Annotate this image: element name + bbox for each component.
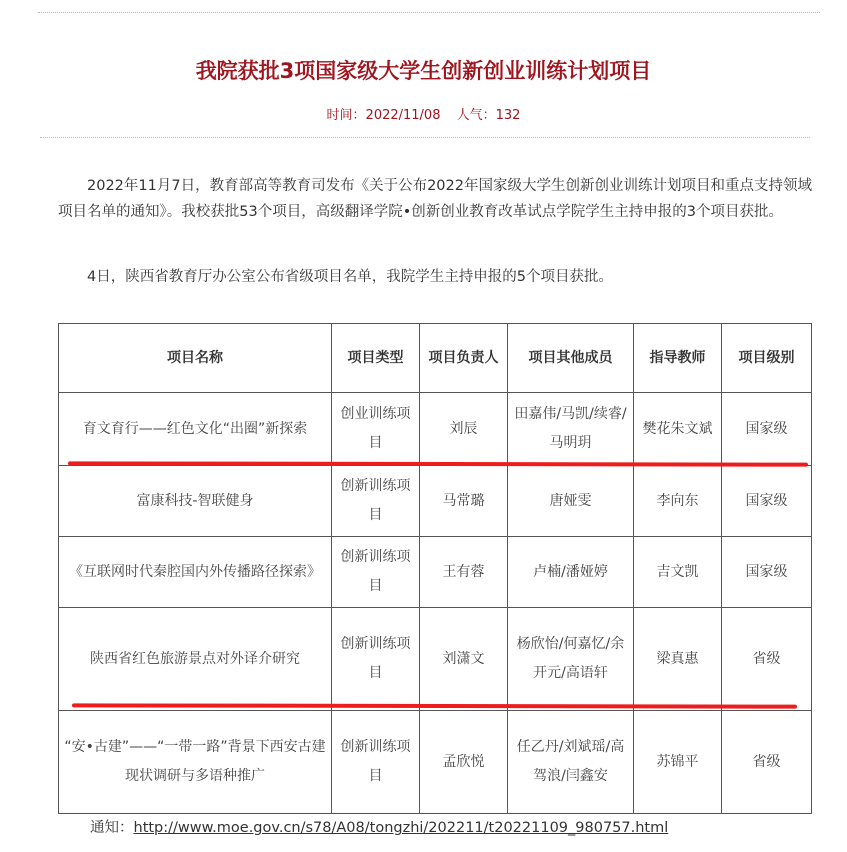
table-row — [59, 608, 812, 711]
header-cell: 指导教师 — [634, 324, 722, 393]
project-members-cell: 杨欣怡/何嘉忆/余开元/高语轩 — [508, 608, 634, 711]
project-members-cell: 田嘉伟/马凯/续睿/马明玥 — [508, 393, 634, 466]
project-level-cell: 省级 — [722, 608, 812, 711]
project-leader-cell: 王有蓉 — [420, 537, 508, 608]
project-level-cell: 国家级 — [722, 537, 812, 608]
project-type-cell: 创新训练项目 — [332, 608, 420, 711]
header-cell: 项目级别 — [722, 324, 812, 393]
project-leader-cell: 马常璐 — [420, 466, 508, 537]
notice-link[interactable]: http://www.moe.gov.cn/s78/A08/tongzhi/202211/t20221109_980757.html — [133, 820, 669, 836]
table-header-row — [59, 324, 812, 393]
project-leader-cell: 孟欣悦 — [420, 711, 508, 814]
project-type-cell: 创新训练项目 — [332, 466, 420, 537]
header-cell: 项目名称 — [59, 324, 332, 393]
header-cell: 项目类型 — [332, 324, 420, 393]
project-name-cell: 《互联网时代秦腔国内外传播路径探索》 — [59, 537, 332, 608]
project-members-cell: 任乙丹/刘斌瑶/高驾浪/闫鑫安 — [508, 711, 634, 814]
paragraph-1: 2022年11月7日，教育部高等教育司发布《关于公布2022年国家级大学生创新创业训练计划项目和重点支持领域项目名单的通知》。我校获批53个项目，高级翻译学院•创新创业教育改革试点学院学生主持申报的3个项目获批。 — [58, 178, 812, 220]
project-level-cell: 国家级 — [722, 393, 812, 466]
project-table — [58, 323, 812, 814]
page-title: 我院获批3项国家级大学生创新创业训练计划项目 — [195, 59, 652, 83]
header-cell: 项目其他成员 — [508, 324, 634, 393]
table-row — [59, 466, 812, 537]
project-leader-cell: 刘辰 — [420, 393, 508, 466]
project-level-cell: 省级 — [722, 711, 812, 814]
project-members-cell: 唐娅雯 — [508, 466, 634, 537]
project-name-cell: 陕西省红色旅游景点对外译介研究 — [59, 608, 332, 711]
views-value: 132 — [495, 108, 521, 123]
time-value: 2022/11/08 — [365, 108, 441, 123]
project-teacher-cell: 樊花朱文斌 — [634, 393, 722, 466]
view-count — [457, 108, 521, 123]
project-name-cell: “安•古建”——“一带一路”背景下西安古建现状调研与多语种推广 — [59, 711, 332, 814]
project-members-cell: 卢楠/潘娅婷 — [508, 537, 634, 608]
top-divider — [38, 12, 820, 13]
project-teacher-cell: 苏锦平 — [634, 711, 722, 814]
notice-label: 通知： — [90, 820, 134, 836]
project-name-cell: 育文育行——红色文化“出圈”新探索 — [59, 393, 332, 466]
project-level-cell: 国家级 — [722, 466, 812, 537]
project-type-cell: 创新训练项目 — [332, 537, 420, 608]
table-row — [59, 393, 812, 466]
paragraph-2: 4日，陕西省教育厅办公室公布省级项目名单，我院学生主持申报的5个项目获批。 — [87, 269, 613, 285]
publish-time — [327, 108, 441, 123]
project-teacher-cell: 吉文凯 — [634, 537, 722, 608]
project-teacher-cell: 梁真惠 — [634, 608, 722, 711]
project-leader-cell: 刘潇文 — [420, 608, 508, 711]
table-row — [59, 537, 812, 608]
time-label: 时间： — [326, 108, 366, 123]
project-type-cell: 创业训练项目 — [332, 393, 420, 466]
project-teacher-cell: 李向东 — [634, 466, 722, 537]
meta-divider — [40, 137, 810, 138]
table-row — [59, 711, 812, 814]
notice-line — [90, 816, 668, 837]
header-cell: 项目负责人 — [420, 324, 508, 393]
views-label: 人气： — [456, 108, 496, 123]
project-type-cell: 创新训练项目 — [332, 711, 420, 814]
article-meta — [0, 104, 847, 123]
project-name-cell: 富康科技-智联健身 — [59, 466, 332, 537]
